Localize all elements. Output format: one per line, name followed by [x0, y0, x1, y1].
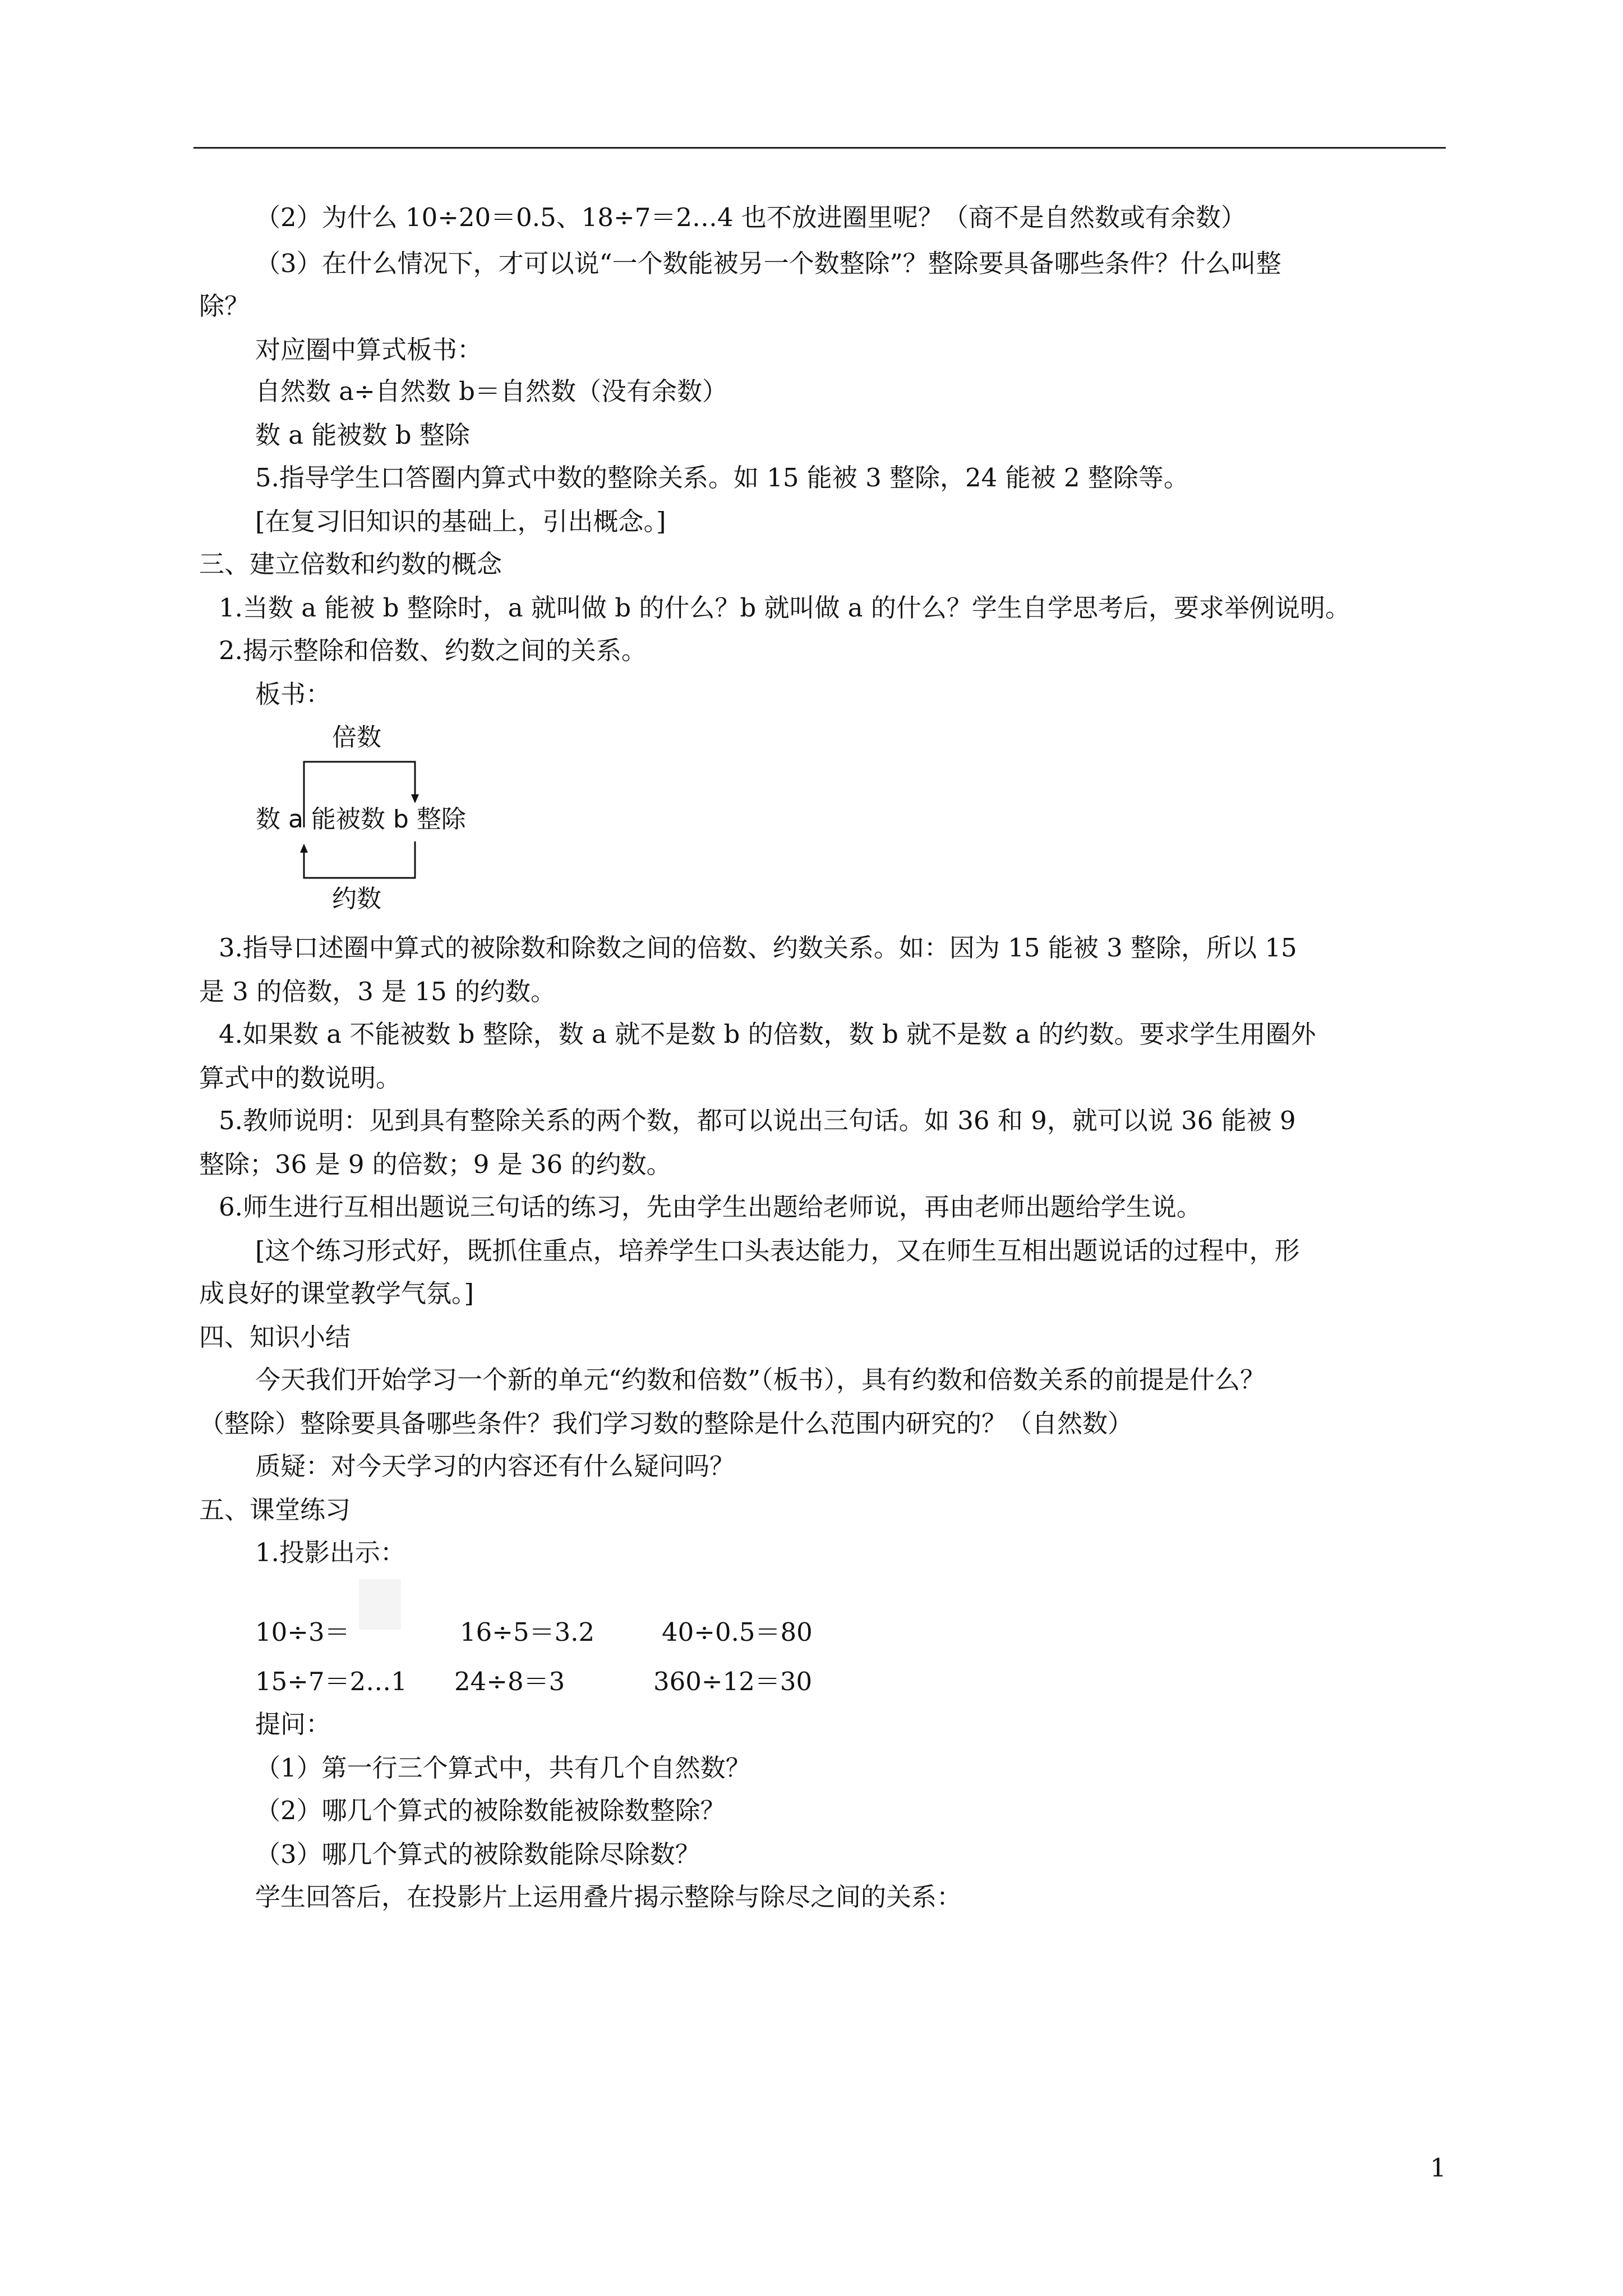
exercise-item: 40÷0.5＝80: [662, 1617, 813, 1647]
divisibility-statement: 数 a 能被数 b 整除: [256, 805, 466, 834]
text-line: 数 a 能被数 b 整除: [255, 420, 470, 450]
text-line: 学生回答后，在投影片上运用叠片揭示整除与除尽之间的关系：: [255, 1882, 962, 1912]
text-line: （整除）整除要具备哪些条件？我们学习数的整除是什么范围内研究的？（自然数）: [199, 1409, 1133, 1438]
exercise-item: 16÷5＝3.2: [460, 1617, 595, 1647]
exercise-item: 15÷7＝2…1: [255, 1667, 407, 1696]
text-line: 质疑：对今天学习的内容还有什么疑问吗？: [255, 1451, 735, 1481]
text-line: 4.如果数 a 不能被数 b 整除，数 a 就不是数 b 的倍数，数 b 就不是数 a 的约数。要求学生用圈外: [219, 1019, 1316, 1049]
text-line: 板书：: [255, 679, 331, 709]
text-line: 自然数 a÷自然数 b＝自然数（没有余数）: [255, 376, 727, 406]
text-line: 算式中的数说明。: [199, 1063, 402, 1093]
section-heading: 三、建立倍数和约数的概念: [199, 549, 502, 579]
divisibility-diagram: [247, 724, 516, 914]
text-line: 成良好的课堂教学气氛。]: [199, 1278, 474, 1308]
section-heading: 四、知识小结: [199, 1322, 351, 1352]
text-line: 1.投影出示：: [255, 1538, 405, 1567]
text-line: 提问：: [255, 1709, 331, 1739]
factor-label: 约数: [332, 885, 381, 913]
text-line: 整除；36 是 9 的倍数；9 是 36 的约数。: [199, 1149, 672, 1179]
text-line: 今天我们开始学习一个新的单元“约数和倍数”（板书），具有约数和倍数关系的前提是什么？: [255, 1365, 1266, 1395]
text-line: 6.师生进行互相出题说三句话的练习，先由学生出题给老师说，再由老师出题给学生说。: [219, 1192, 1202, 1222]
text-line: [在复习旧知识的基础上，引出概念。]: [255, 507, 666, 536]
text-line: 2.揭示整除和倍数、约数之间的关系。: [219, 636, 647, 665]
section-heading: 五、课堂练习: [199, 1495, 351, 1525]
blank-answer-area: [359, 1579, 401, 1630]
text-line: （1）第一行三个算式中，共有几个自然数？: [255, 1753, 751, 1783]
text-line: 5.指导学生口答圈内算式中数的整除关系。如 15 能被 3 整除，24 能被 2 整除等。: [255, 463, 1189, 493]
text-line: 是 3 的倍数，3 是 15 的约数。: [199, 977, 556, 1006]
exercise-item: 10÷3＝: [255, 1617, 350, 1647]
text-line: 对应圈中算式板书：: [255, 335, 483, 365]
exercise-item: 24÷8＝3: [454, 1667, 565, 1696]
text-line: （2）为什么 10÷20＝0.5、18÷7＝2…4 也不放进圈里呢？（商不是自然数或有余数）: [255, 203, 1246, 232]
text-line: [这个练习形式好，既抓住重点，培养学生口头表达能力，又在师生互相出题说话的过程中，形: [255, 1236, 1300, 1266]
text-line: 1.当数 a 能被 b 整除时，a 就叫做 b 的什么？b 就叫做 a 的什么？学生自学思考后，要求举例说明。: [219, 593, 1350, 623]
header-rule: [193, 147, 1446, 149]
text-line: （2）哪几个算式的被除数能被除数整除？: [255, 1796, 726, 1825]
text-line: （3）在什么情况下，才可以说“一个数能被另一个数整除”？整除要具备哪些条件？什么叫整: [255, 249, 1281, 278]
text-line: 3.指导口述圈中算式的被除数和除数之间的倍数、约数关系。如：因为 15 能被 3 整除，所以 15: [219, 933, 1297, 963]
page-number: 1: [1430, 2153, 1446, 2183]
multiple-label: 倍数: [332, 723, 381, 752]
text-line: 除？: [199, 291, 250, 321]
text-line: 5.教师说明：见到具有整除关系的两个数，都可以说出三句话。如 36 和 9，就可以说 36 能被 9: [219, 1106, 1296, 1135]
exercise-item: 360÷12＝30: [653, 1667, 813, 1696]
text-line: （3）哪几个算式的被除数能除尽除数？: [255, 1839, 700, 1869]
